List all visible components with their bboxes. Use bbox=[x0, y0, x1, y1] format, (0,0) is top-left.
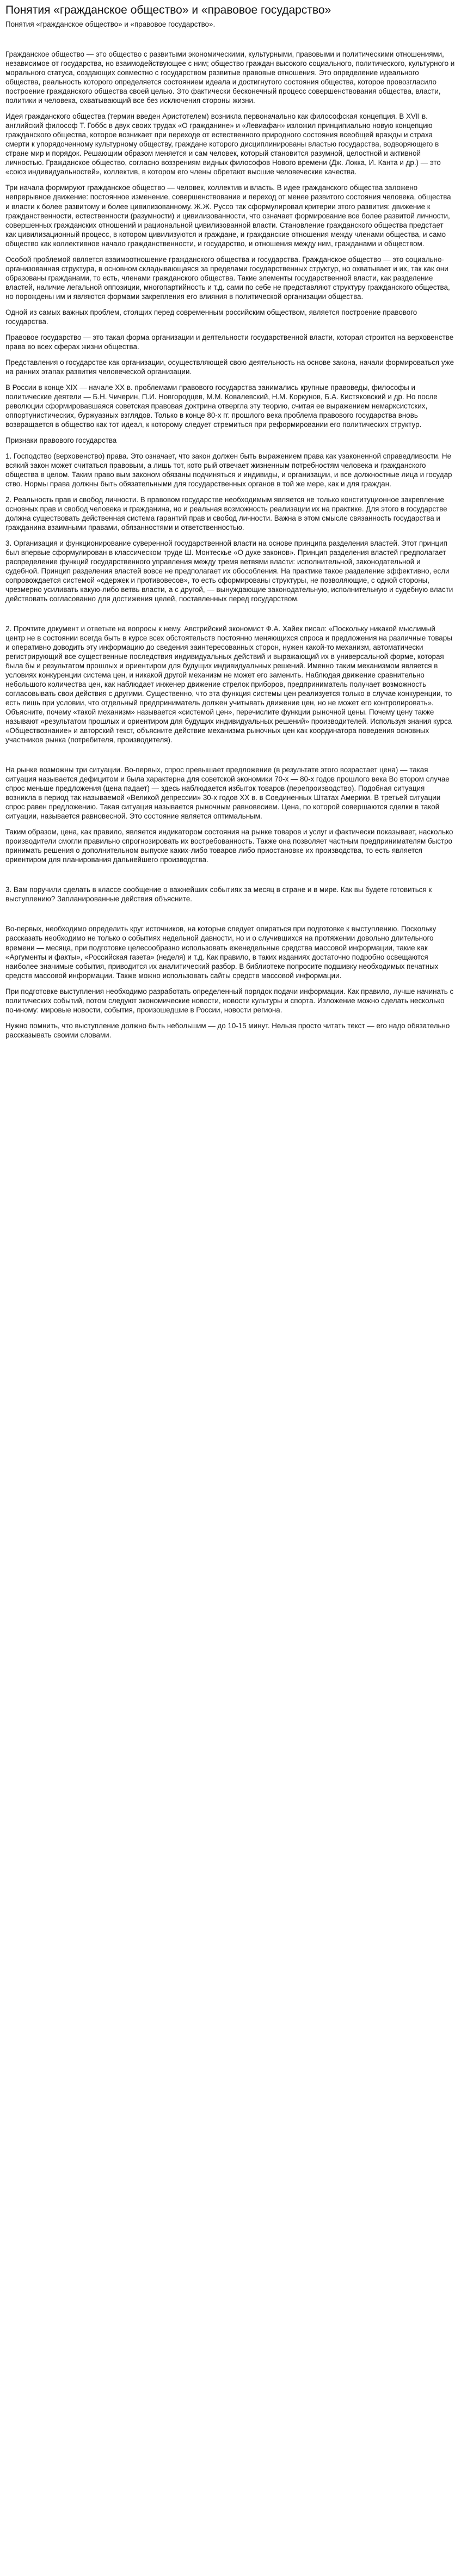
paragraph-society-and-state: Особой проблемой является взаимоотношение гражданского общества и государства. Гражданское общество — это социально-организованная структура, в основном складывающаяся за пределами государственных структур, но охватывает и их, так как они образованы гражданами, то есть, членами гражданского общества. Такие элементы государственной власти, как разделение властей, наличие легальной оппозиции, многопартийность и т.д. сами по себе не представляют структуру гражданского общества, но порождены им и являются формами закрепления его влияния в политической организации общества. bbox=[5, 255, 450, 301]
paragraph-russia-history: В России в конце XIX — начале XX в. проблемами правового государства занимались крупные правоведы, философы и политические деятели — Б.Н. Чичерин, П.И. Новгородцев, М.М. Ковалевский, Н.М. Коркунов, Б.А. Кистяковский и др. Но после революции сформировавшаяся советская правовая доктрина отвергла эту теорию, считая ее выражением немарксистских, оппортунистических, буржуазных взглядов. Только в конце 80-х гг. прошлого века проблема правового государства вновь возвращается в общество как тот идеал, к которому следует стремиться при реформировании его политических структур. bbox=[5, 383, 438, 429]
page-title: Понятия «гражданское общество» и «правовое государство» bbox=[5, 4, 331, 16]
paragraph-three-principles: Три начала формируют гражданское общество — человек, коллектив и власть. В идее гражданского общества заложено непрерывное движение: постоянное изменение, совершенствование и переход от менее развитого состояния человека, общества и власти к более развитому и более цивилизованному. Ж.Ж. Руссо так сформулировал критерии этого развития: движение к гражданственности, естественности (разумности) и цивилизованности, что означает формирование все более развитой личности, совершенных гражданских отношений и рациональной цивилизованной власти. Становление гражданского общества предстает как цивилизационный процесс, в котором цивилизуются и граждане, и гражданские отношения между членами общества, и само общество как коллективное начало гражданственности, и государство, и отношения между ним, гражданами и обществом. bbox=[5, 184, 451, 248]
paragraph-early-ideas: Представления о государстве как организации, осуществляющей свою деятельность на основе закона, начали формироваться уже на ранних этапах развития человеческой организации. bbox=[5, 358, 454, 376]
paragraph-rule-of-law-problem: Одной из самых важных проблем, стоящих перед современным российским обществом, является построение правового государства. bbox=[5, 308, 417, 326]
list-item-rights-and-freedoms: 2. Реальность прав и свобод личности. В правовом государстве необходимым является не только конституционное закрепление основных прав и свобод человека и гражданина, но и реальная возможность реализации их на практике. Для этого в государстве должна существовать действенная система гарантий прав и свобод личности. Важна в этом смысле связанность государства и гражданина взаимными правами, обязанностями и ответственностью. bbox=[5, 495, 447, 532]
task-3-report: 3. Вам поручили сделать в классе сообщение о важнейших событиях за месяц в стране и в мире. Как вы будете готовиться к выступлению? Запланированные действия объясните. bbox=[5, 886, 432, 904]
paragraph-rule-of-law-definition: Правовое государство — это такая форма организации и деятельности государственной власти, которая строится на верховенстве права во всех сферах жизни общества. bbox=[5, 333, 454, 351]
paragraph-price-indicator: Таким образом, цена, как правило, является индикатором состояния на рынке товаров и услуг и фактически показывает, насколько производители смогли правильно спрогнозировать их востребованность. Также она позволяет частным предпринимателям быстро принимать решения о дополнительном выпуске каких-либо товаров либо приостановке их производства, то есть является ориентиром для планирования дальнейшего производства. bbox=[5, 828, 453, 864]
paragraph-order-of-information: При подготовке выступления необходимо разработать определенный порядок подачи информации. Как правило, лучше начинать с политических событий, потом следуют экономические новости, новости культуры и спорта. Изложение можно сделать несколько по-иному: мировые новости, события, произошедшие в России, новости региона. bbox=[5, 987, 454, 1014]
section-heading-signs: Признаки правового государства bbox=[5, 436, 117, 444]
paragraph-market-situations: На рынке возможны три ситуации. Во-первых, спрос превышает предложение (в результате этого возрастает цена) — такая ситуация называется дефицитом и была характерна для советской экономики 70-х — 80-х годов прошлого века Во втором случае спрос меньше предложения (цена падает) — здесь наблюдается избыток товаров (перепроизводство). Подобная ситуация возникла в период так называемой «Великой депрессии» 30-х годов XX в. в Соединенных Штатах Америки. В третьей ситуации спрос равен предложению. Такая ситуация называется рыночным равновесием. Цена, по которой совершаются сделки в такой ситуации, называется равновесной. Это состояние является оптимальным. bbox=[5, 766, 450, 821]
task-2-hayek: 2. Прочтите документ и ответьте на вопросы к нему. Австрийский экономист Ф.А. Хайек писал: «Поскольку никакой мыслимый центр не в состоянии всегда быть в курсе всех обстоятельств постоянно меняющихся спроса и предложения на различные товары и оперативно доводить эту информацию до сведения заинтересованных сторон, нужен какой-то механизм, автоматически регистрирующий все существенные последствия индивидуальных действий и выражающий их в универсальной форме, которая была бы и результатом прошлых и ориентиром для будущих индивидуальных решений. Именно таким механизмом является в условиях конкуренции система цен, и никакой другой механизм не может его заменить. Наблюдая движение сравнительно небольшого количества цен, как наблюдает инженер движение стрелок приборов, предприниматель получает возможность согласовывать свои действия с другими. Существенно, что эта функция системы цен реализуется только в случае конкуренции, то есть лишь при условии, что отдельный предприниматель должен учитывать движение цен, но не может его контролировать». Объясните, почему «такой механизм» называется «системой цен», перечислите функции рыночной цены. Почему цену также называют «результатом прошлых и ориентиром для будущих индивидуальных решений» производителей. Используя знания курса «Обществознание» и авторский текст, объясните действие механизма рыночных цен как координатора поведения основных участников рынка (потребителя, производителя). bbox=[5, 625, 452, 744]
list-item-separation-of-powers: 3. Организация и функционирование суверенной государственной власти на основе принципа разделения властей. Этот принцип был впервые сформулирован в классическом труде Ш. Монтескье «О духе законов». Принцип разделения властей предполагает распределение функций государственного управления между тремя ветвями власти: исполнительной, законодательной и судебной. Принцип разделения властей вовсе не предполагает их обособления. На практике такое разделение эффективно, если сопровождается системой «сдержек и противовесов», то есть сформированы структуры, не позволяющие, с одной стороны, чрезмерно усиливать какую-либо ветвь власти, а с другой, — вынуждающие законодательную, исполнительную и судебную власти действовать согласованно для достижения целей, поставленных перед государством. bbox=[5, 539, 453, 603]
paragraph-civil-society-history: Идея гражданского общества (термин введен Аристотелем) возникла первоначально как философская концепция. В XVII в. английский философ Т. Гоббс в двух своих трудах «О гражданине» и «Левиафан» изложил принципиально новую концепцию гражданского общества, которое возникает при переходе от естественного природного состояния всеобщей вражды и страха смерти к упорядоченному культурному обществу, граждане которого дисциплинированы властью государства, водворяющего в стране мир и порядок. Решающим образом меняется и сам человек, который становится разумной, целостной и активной личностью. Гражданское общество, согласно воззрениям видных философов Нового времени (Дж. Локка, И. Канта и др.) — это «союз индивидуальностей», коллектив, в котором его члены обретают высшие человеческие качества. bbox=[5, 112, 441, 176]
document-page bbox=[0, 0, 461, 1040]
paragraph-duration: Нужно помнить, что выступление должно быть небольшим — до 10-15 минут. Нельзя просто читать текст — его надо обязательно рассказывать своими словами. bbox=[5, 1021, 450, 1039]
page-subtitle: Понятия «гражданское общество» и «правовое государство». bbox=[5, 20, 216, 29]
paragraph-civil-society-definition: Гражданское общество — это общество с развитыми экономическими, культурными, правовыми и политическими отношениями, независимое от государства, но взаимодействующее с ним; общество граждан высокого социального, политического, культурного и морального статуса, создающих совместно с государством развитые правовые отношения. Это определение идеального общества, реальность которого определяется состоянием идеала и достигнутого состояния общества, которое провозгласило построение гражданского общества своей целью. Это фактически бесконечный процесс совершенствования общества, власти, политики и человека, охватывающий все без исключения стороны жизни. bbox=[5, 50, 455, 105]
paragraph-sources: Во-первых, необходимо определить круг источников, на которые следует опираться при подготовке к выступлению. Поскольку рассказать необходимо не только о событиях недельной давности, но и о случившихся на протяжении довольно длительного времени — месяца, при подготовке целесообразно использовать еженедельные средства массовой информации, такие как «Аргументы и факты», «Российская газета» (неделя) и т.д. Как правило, в таких изданиях достаточно подробно освещаются наиболее значимые события, приводится их аналитический разбор. В библиотеке попросите подшивку необходимых печатных средств массовой информации. Также можно использовать сайты средств массовой информации. bbox=[5, 925, 439, 980]
list-item-supremacy-of-law: 1. Господство (верховенство) права. Это означает, что закон должен быть выражением права как узаконенной справедливости. Не всякий закон может считаться правовым, а лишь тот, кото рый отвечает жизненным потребностям человека и гражданского общества в целом. Таким право вым законом обязаны подчиняться и индивиды, и организации, и все должностные лица и государ ство. Нормы права должны быть обязательными для государственных органов в той же мере, как и для граждан. bbox=[5, 451, 452, 488]
